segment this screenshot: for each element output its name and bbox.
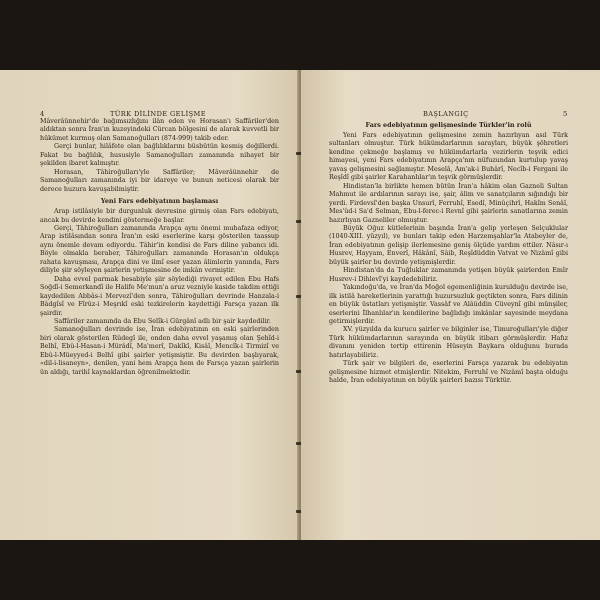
paragraph: Daha evvel parmak hesabiyle şiir söylediği rivayet edilen Ebu Hafs Soğdî-i Semerkandî ile Halife Me'mun'a aruz vezniyle kaside takdim ettiği kaydedilen Abbâs-i Mervezî'den sonra, Tâhiroğulları devrinde Hanzala-i Bâdgîsî ve Fîrûz-i Meşrıkî eski tezkirelerin kaydettiği Farsça yazan ilk şairdir. xyxy=(40,275,279,317)
right-running-head: BAŞLANGIÇ xyxy=(423,110,469,118)
paragraph: Türk şair ve bilgileri de, eserlerini Farsça yazarak bu edebiyatın gelişmesine hizmet etmişlerdir. Nitekim, Ferruhî ve Nizâmî başta olduğu halde, İran edebiyatının en büyük şairleri bazısı Türktür. xyxy=(329,360,568,385)
right-page xyxy=(301,70,600,540)
right-page-number: 5 xyxy=(563,110,568,118)
paragraph: Yeni Fars edebiyatının gelişmesine zemin hazırlıyan asıl Türk sultanları olmuştur. Türk hükümdarlarının sarayları, büyük şöhretleri kendine çekmeğe başlamış ve hükümdarlarla vezirlerin teşvik edici himayesi, yeni Fars edebiyatının Arapça'nın nüfuzundan kurtulup yavaş yavaş gelişmesini sağlamıştır. Meselâ, Am'ak-i Buhârî, Necîb-i Fergani ile Reşîdî gibi şairler Karahanlılar'ın teşvik görmüşlerdir. xyxy=(329,132,568,182)
paragraph: Horasan, Tâhiroğulları'yle Saffâriler; Mâverâünnehir de Samanoğulları zamanında iyi bir idareye ve bunun neticesi olarak bir derece huzura kavuşabilmiştir. xyxy=(40,168,279,193)
paragraph: Gerçi, Tâhiroğulları zamanında Arapça aynı önemi muhafaza ediyor, Arap istilâsından sonra İran'ın eski eserlerine karşı gösterilen taassup aynı önemle devam ediyordu. Tâhir'in kendisi de Fars diline yabancı idi. Böyle olmakla beraber, Tâhiroğulları zamanında Horasan'ın oldukça rahata kavuşması, Arapça dini ve ilmî eser yazan âlimlerin yanında, Fars diliyle şiir söyleyen şairlerin yetişmesine de imkân vermiştir. xyxy=(40,224,279,275)
paragraph: Büyük Oğuz kütlelerinin başında İran'a gelip yerleşen Selçuklular (1040-XIII. yüzyıl), ve bunları takip eden Harzemşahlar'la Atabeyler de, İran edebiyatının gelişip ilerlemesine geniş ölçüde yardım ettiler. Nâsır-ı Husrev, Hayyam, Enverî, Hâkânî, Sâib, Reşîdüddin Vatvat ve Nizâmî gibi büyük şairler bu devirde yetişmişlerdir. xyxy=(329,224,568,266)
paragraph: Samanoğulları devrinde ise, İran edebiyatının en eski şairlerinden biri olarak gösterilen Rûdegî ile, onden daha evvel yaşamış olan Şehîd-i Belhî, Ebû-l-Hasan-i Mürâdî, Ma'merî, Dakîkî, Kisâî, Mencîk-i Tirmizî ve Ebû-l-Müeyyed-i Belhî gibi şairler yetişmiştir. Bu devirden başlıyarak, «dil-i-lisaneyn», denilen, yani hem Arapça hem de Farsça yazan şairlerin ün aldığı, tarihî kaynaklardan öğrenilmektedir. xyxy=(40,326,279,376)
paragraph: Hindistan'la birlikte hemen bütün İran'a hâkim olan Gazneli Sultan Mahmut ile ardılarının sarayı ise, şair, âlim ve sanatçıların sığındığı bir yerdi. Firdevsî'den başka Unsurî, Ferruhî, Esedî, Minûçihrî, Hakîm Senâî, Mes'ûd-i Sa'd Selman, Ebu-l-ferec-i Revnî gibi şairlerin sanatlarına zemin hazırlıyan Gazneliler olmuştur. xyxy=(329,182,568,224)
paragraph: Hindistan'da da Tuğluklar zamanında yetişen büyük şairlerden Emîr Husrev-i Dihlevî'yi kaydedebiliriz. xyxy=(329,267,568,283)
open-book xyxy=(0,70,600,540)
paragraph: Mâverâünnehir'de bağımsızlığını ilân eden ve Horasan'ı Saffâriler'den aldıktan sonra İran'ın kuzeyindeki Cürcan bölgesini de alarak kuvvetli bir hükümet kurmuş olan Samanoğulları (874-999) takib eder. xyxy=(40,118,279,142)
left-page-body xyxy=(40,118,279,377)
left-page xyxy=(0,70,299,540)
paragraph: Yakındoğu'da, ve İran'da Moğol egemenliğinin kurulduğu devirde ise, ilk istilâ hareketlerinin yarattığı huzursuzluk geçtikten sonra, Fars dilinin en büyük üstatları yetişmiştir. Vassâf ve Alâüddin Cüveynî gibi münşiler, eserlerini İlhanlılar'ın kendilerine bağlıdığı imkânlar sayesinde meydana getirmişlerdir. xyxy=(329,284,568,325)
right-page-body xyxy=(329,121,568,386)
paragraph: Saffâriler zamanında da Ebu Selîk-i Gürgânî adlı bir şair kaydedilir. xyxy=(54,317,271,325)
section-heading: Fars edebiyatının gelişmesinde Türkler'in rolü xyxy=(365,121,532,129)
paragraph: Arap istilâsiyle bir durgunluk devresine girmiş olan Fars edebiyatı, ancak bu devirde kendini göstermeğe başlar. xyxy=(40,208,279,224)
paragraph: XV. yüzyılda da kurucu şairler ve bilginler ise, Timuroğulları'yle diğer Türk hükümdarlarının sarayında en büyük itibarı görmüşlerdir. Hafız divanını yeniden tertip ettirenin Hüseyin Baykara olduğunu burada hatırlayabiliriz. xyxy=(329,326,568,359)
left-running-head: TÜRK DİLİNDE GELİŞME xyxy=(110,110,206,118)
paragraph: Gerçi bunlar, hilâfete olan bağlılıklarını büsbütün kesmiş değillerdi. Fakat bu bağlılık, hususiyle Samanoğulları zamanında nihayet bir şekilden ibaret kalmıştır. xyxy=(40,143,279,168)
left-page-number: 4 xyxy=(40,110,45,118)
section-heading: Yeni Fars edebiyatının başlaması xyxy=(100,197,219,206)
